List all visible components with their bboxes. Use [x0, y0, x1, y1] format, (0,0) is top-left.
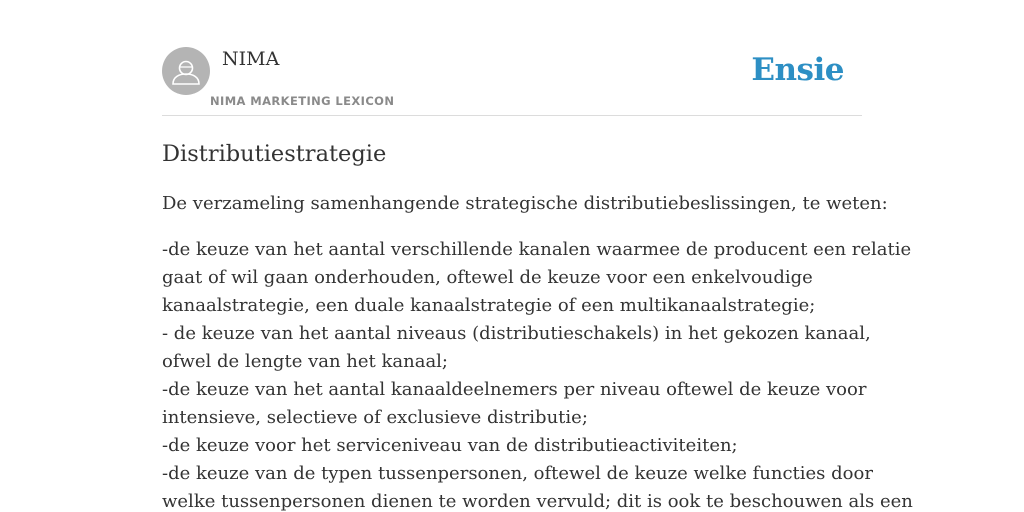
article-intro: De verzameling samenhangende strategische distributiebeslissingen, te weten: — [162, 193, 888, 214]
article-title: Distributiestrategie — [162, 141, 387, 167]
article-line: - de keuze van het aantal niveaus (distributieschakels) in het gekozen kanaal, — [162, 323, 871, 344]
user-icon — [162, 47, 210, 95]
article-body — [162, 236, 913, 512]
article-line: -de keuze van het aantal verschillende kanalen waarmee de producent een relatie — [162, 239, 912, 260]
source-label[interactable]: NIMA MARKETING LEXICON — [210, 94, 395, 108]
author-avatar[interactable] — [162, 47, 210, 95]
header — [162, 47, 862, 116]
article-line: gaat of wil gaan onderhouden, oftewel de keuze voor een enkelvoudige — [162, 267, 813, 288]
article-line: ofwel de lengte van het kanaal; — [162, 351, 448, 372]
article-line: kanaalstrategie, een duale kanaalstrategie of een multikanaalstrategie; — [162, 295, 816, 316]
article-line: -de keuze van het aantal kanaaldeelnemers per niveau oftewel de keuze voor — [162, 379, 867, 400]
article — [162, 138, 913, 512]
article-line: welke tussenpersonen dienen te worden vervuld; dit is ook te beschouwen als een — [162, 491, 913, 512]
author-name[interactable]: NIMA — [222, 48, 280, 70]
article-line: -de keuze van de typen tussenpersonen, oftewel de keuze welke functies door — [162, 463, 873, 484]
article-line: intensieve, selectieve of exclusieve distributie; — [162, 407, 588, 428]
ensie-logo[interactable]: Ensie — [751, 52, 844, 88]
article-line: -de keuze voor het serviceniveau van de distributieactiviteiten; — [162, 435, 738, 456]
